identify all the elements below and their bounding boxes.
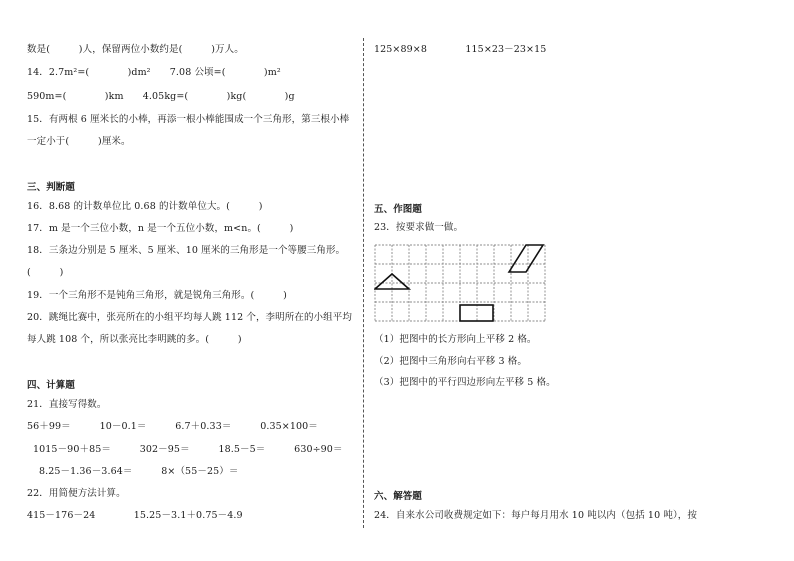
q22-expressions: 415－176－24 15.25－3.1＋0.75－4.9 — [27, 510, 243, 521]
q22-expressions-continued: 125×89×8 115×23－23×15 — [374, 44, 547, 55]
q23-step1: （1）把图中的长方形向上平移 2 格。 — [374, 334, 537, 345]
rectangle-shape — [460, 305, 493, 321]
q24: 24．自来水公司收费规定如下：每户每月用水 10 吨以内（包括 10 吨），按 — [374, 510, 697, 521]
q20-line2: 每人跳 108 个，所以张亮比李明跳的多。( ) — [27, 334, 242, 345]
q13-continuation: 数是( )人，保留两位小数约是( )万人。 — [27, 44, 244, 55]
parallelogram-shape — [509, 245, 543, 272]
section-drawing-title: 五、作图题 — [374, 204, 423, 215]
q16: 16．8.68 的计数单位比 0.68 的计数单位大。( ) — [27, 201, 263, 212]
q15-line1: 15．有两根 6 厘米长的小棒，再添一根小棒能围成一个三角形，第三根小棒 — [27, 114, 350, 125]
q19: 19．一个三角形不是钝角三角形，就是锐角三角形。( ) — [27, 290, 287, 301]
q23-step3: （3）把图中的平行四边形向左平移 5 格。 — [374, 377, 556, 388]
q18-line1: 18．三条边分别是 5 厘米、5 厘米、10 厘米的三角形是一个等腰三角形。 — [27, 245, 346, 256]
section-judgment-title: 三、判断题 — [27, 182, 76, 193]
q23-step2: （2）把图中三角形向右平移 3 格。 — [374, 356, 527, 367]
section-calc-title: 四、计算题 — [27, 380, 76, 391]
q23: 23．按要求做一做。 — [374, 222, 464, 233]
q17: 17．m 是一个三位小数，n 是一个五位小数，m<n。( ) — [27, 223, 294, 234]
q14-line1: 14．2.7m²=( )dm² 7.08 公顷=( )m² — [27, 67, 281, 78]
q21-row1: 56＋99＝ 10－0.1＝ 6.7＋0.33＝ 0.35×100＝ — [27, 421, 318, 432]
q20-line1: 20．跳绳比赛中，张亮所在的小组平均每人跳 112 个，李明所在的小组平均 — [27, 312, 352, 323]
q15-line2: 一定小于( )厘米。 — [27, 136, 131, 147]
q18-line2: ( ) — [27, 267, 64, 278]
q21-row2: 1015－90＋85＝ 302－95＝ 18.5－5＝ 630÷90＝ — [33, 444, 343, 455]
q22: 22．用简便方法计算。 — [27, 488, 126, 499]
grid-figure — [374, 244, 546, 322]
translation-grid — [374, 244, 546, 326]
q14-line2: 590m=( )km 4.05kg=( )kg( )g — [27, 91, 295, 102]
q21-row3: 8.25－1.36－3.64＝ 8×（55－25）＝ — [39, 466, 239, 477]
section-solution-title: 六、解答题 — [374, 491, 423, 502]
column-separator — [363, 38, 364, 528]
q21: 21．直接写得数。 — [27, 399, 107, 410]
